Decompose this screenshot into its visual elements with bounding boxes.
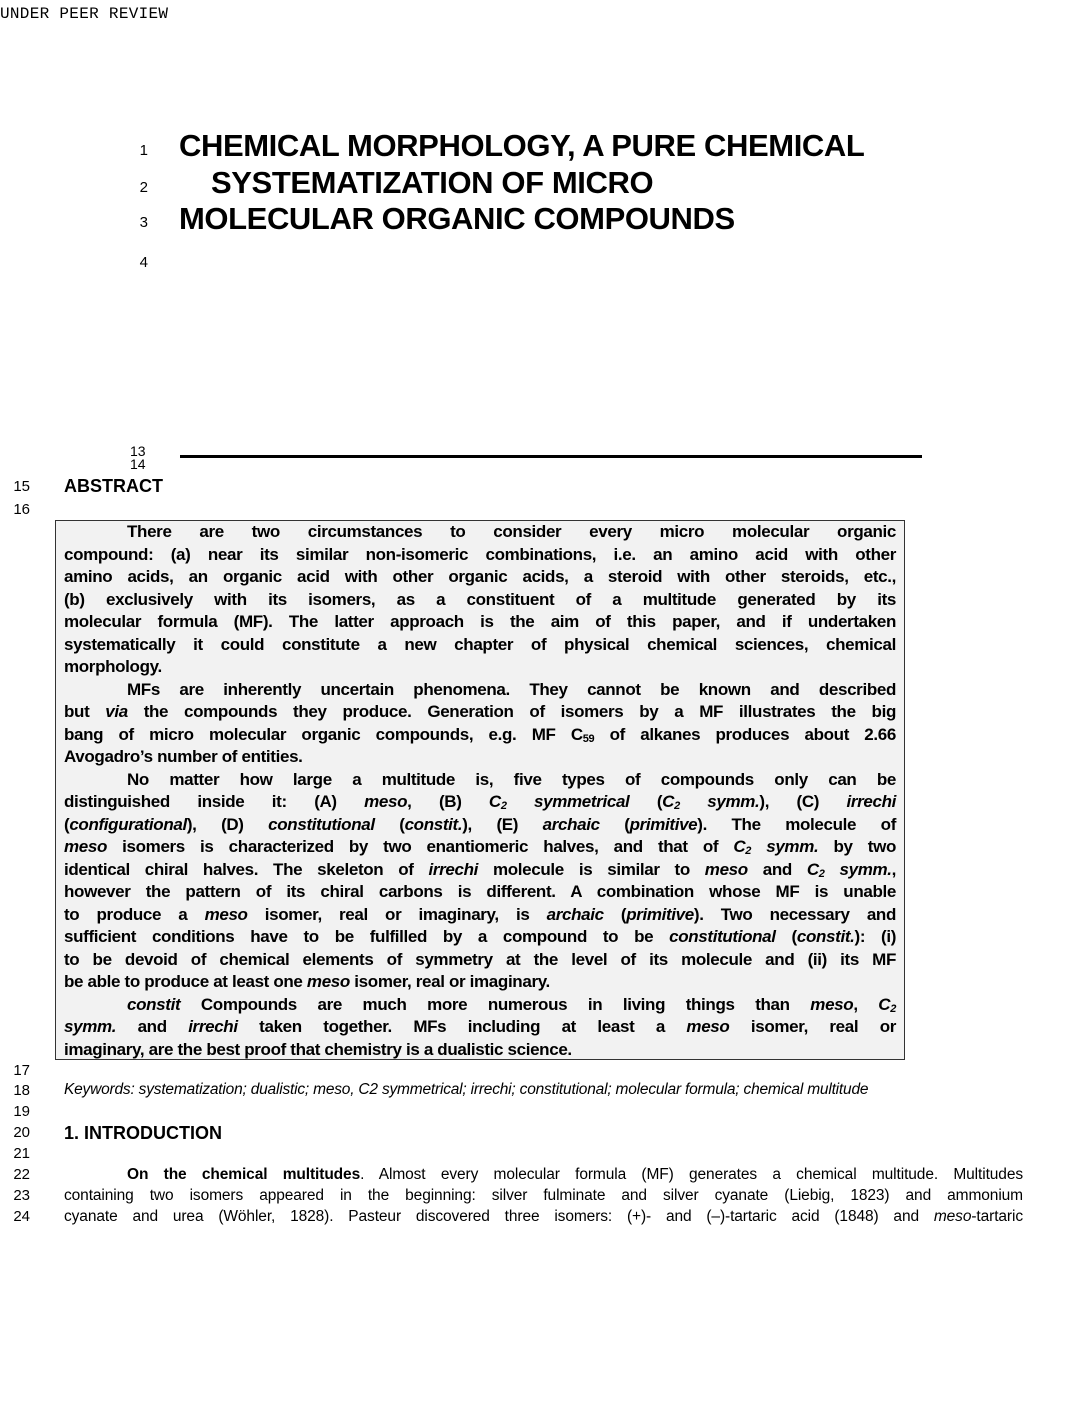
text-line bbox=[64, 746, 896, 768]
text-segment: ( bbox=[599, 814, 630, 834]
text-segment: meso bbox=[686, 1017, 730, 1036]
text-line bbox=[64, 836, 896, 858]
text-line bbox=[64, 589, 896, 611]
text-line bbox=[64, 724, 896, 746]
line-number: 15 bbox=[13, 478, 30, 495]
paper-title-line-2: SYSTEMATIZATION OF MICRO bbox=[211, 165, 654, 200]
line-number: 24 bbox=[13, 1208, 30, 1225]
abstract-heading: ABSTRACT bbox=[64, 476, 163, 496]
line-number: 21 bbox=[13, 1145, 30, 1162]
text-line bbox=[64, 904, 896, 926]
text-segment: meso bbox=[364, 792, 408, 811]
text-segment: containing two isomers appeared in the beginning: silver fulminate and silver cyanate (Liebig, 1823) and ammonium bbox=[64, 1187, 1023, 1204]
text-segment: symm. bbox=[64, 1017, 117, 1036]
text-segment: (b) exclusively with its isomers, as a constituent of a multitude generated by its bbox=[64, 589, 896, 609]
text-segment: primitive bbox=[626, 904, 694, 924]
line-number: 2 bbox=[139, 179, 148, 196]
text-segment: and bbox=[116, 1017, 189, 1036]
text-segment: constit. bbox=[796, 927, 855, 946]
text-segment: constitutional bbox=[669, 927, 776, 946]
text-segment: 2 bbox=[674, 800, 680, 812]
text-segment: constit bbox=[127, 994, 181, 1014]
text-line bbox=[64, 1207, 1023, 1227]
text-segment: , bbox=[853, 994, 879, 1014]
line-number: 13 bbox=[130, 443, 146, 459]
text-segment: but bbox=[64, 702, 106, 721]
text-segment: isomer, real or bbox=[729, 1017, 896, 1036]
text-line bbox=[64, 521, 896, 543]
text-segment: compound: (a) near its similar non-isomeric combinations, i.e. an amino acid with other bbox=[64, 544, 896, 564]
line-number: 14 bbox=[130, 456, 146, 472]
text-segment: There are two circumstances to consider every micro molecular organic bbox=[127, 522, 896, 541]
text-segment: meso bbox=[810, 994, 854, 1014]
text-segment: isomer, real or imaginary. bbox=[349, 972, 550, 991]
text-segment: ( bbox=[775, 927, 797, 946]
text-segment: isomers is characterized by two enantiomeric halves, and that of bbox=[107, 837, 734, 856]
text-segment: irrechi bbox=[188, 1017, 238, 1036]
text-segment: via bbox=[105, 702, 128, 721]
text-segment: configurational bbox=[69, 814, 187, 834]
text-segment: ( bbox=[603, 904, 627, 924]
text-segment: the compounds they produce. Generation of isomers by a MF illustrates the big bbox=[127, 702, 896, 721]
text-line bbox=[64, 544, 896, 566]
text-segment: ( bbox=[374, 814, 405, 834]
text-segment: MFs are inherently uncertain phenomena. They cannot be known and described bbox=[127, 679, 896, 699]
text-segment: morphology. bbox=[64, 657, 162, 676]
text-segment: meso bbox=[64, 837, 108, 856]
line-number: 18 bbox=[13, 1082, 30, 1099]
text-segment: however the pattern of its chiral carbons is different. A combination whose MF is unable bbox=[64, 882, 896, 901]
text-segment: 2 bbox=[745, 845, 752, 857]
text-segment: archaic bbox=[542, 814, 600, 834]
paper-title-line-1: CHEMICAL MORPHOLOGY, A PURE CHEMICAL bbox=[179, 128, 865, 163]
text-segment: 2 bbox=[818, 867, 825, 880]
text-segment: ): (i) bbox=[854, 927, 897, 946]
text-segment: to be devoid of chemical elements of symmetry at the level of its molecule and (ii) its MF bbox=[64, 949, 896, 969]
text-line bbox=[64, 791, 896, 813]
text-segment: molecule is similar to bbox=[478, 859, 705, 879]
text-segment: ), (C) bbox=[759, 792, 847, 811]
text-line bbox=[64, 881, 896, 903]
text-segment: primitive bbox=[629, 814, 698, 834]
line-number: 1 bbox=[139, 142, 148, 159]
text-line bbox=[64, 859, 896, 881]
text-segment: . Almost every molecular formula (MF) generates a chemical multitude. Multitudes bbox=[360, 1166, 1023, 1183]
text-line bbox=[64, 994, 896, 1016]
text-segment: to produce a bbox=[64, 904, 205, 924]
text-segment: irrechi bbox=[428, 859, 479, 879]
text-line bbox=[64, 634, 896, 656]
text-line bbox=[64, 1165, 1023, 1185]
text-segment: be able to produce at least one bbox=[64, 972, 307, 991]
text-line bbox=[64, 1186, 1023, 1206]
line-number: 4 bbox=[139, 254, 148, 271]
text-segment: , (B) bbox=[407, 792, 489, 811]
text-segment: systematically it could constitute a new chapter of physical chemical sciences, chemical bbox=[64, 634, 896, 654]
text-segment: C bbox=[733, 837, 746, 856]
text-segment: bang of micro molecular organic compounds, e.g. MF C bbox=[64, 724, 583, 744]
text-segment: of alkanes produces about 2.66 bbox=[594, 724, 896, 744]
text-line bbox=[64, 611, 896, 633]
text-segment: constitutional bbox=[268, 814, 375, 834]
text-segment: ( bbox=[64, 814, 70, 834]
text-segment: constit. bbox=[404, 814, 463, 834]
text-segment: amino acids, an organic acid with other organic acids, a steroid with other steroids, etc., bbox=[64, 567, 896, 586]
line-number: 20 bbox=[13, 1124, 30, 1141]
paper-title-line-3: MOLECULAR ORGANIC COMPOUNDS bbox=[179, 201, 735, 236]
text-segment: , bbox=[891, 859, 896, 879]
text-segment: Compounds are much more numerous in living things than bbox=[180, 994, 811, 1014]
text-segment: cyanate and urea (Wöhler, 1828). Pasteur discovered three isomers: (+)- and (–)-tartaric acid (1848) and bbox=[64, 1208, 934, 1225]
text-segment: meso bbox=[933, 1208, 972, 1225]
text-segment: symm. bbox=[751, 837, 819, 856]
text-segment: molecular formula (MF). The latter approach is the aim of this paper, and if undertaken bbox=[64, 612, 896, 631]
text-line bbox=[64, 1016, 896, 1038]
text-line bbox=[64, 971, 896, 993]
text-line bbox=[64, 1039, 896, 1061]
text-segment: sufficient conditions have to be fulfilled by a compound to be bbox=[64, 927, 670, 946]
text-segment: No matter how large a multitude is, five types of compounds only can be bbox=[127, 769, 896, 789]
text-segment: imaginary, are the best proof that chemistry is a dualistic science. bbox=[64, 1039, 572, 1059]
text-segment: ), (E) bbox=[462, 814, 543, 834]
review-header: UNDER PEER REVIEW bbox=[0, 5, 169, 23]
text-segment: isomer, real or imaginary, is bbox=[247, 904, 547, 924]
text-segment: On the chemical multitudes bbox=[127, 1166, 361, 1183]
text-segment: ( bbox=[629, 792, 663, 811]
text-segment: irrechi bbox=[846, 792, 897, 811]
line-number: 16 bbox=[13, 501, 30, 518]
text-segment: by two bbox=[818, 837, 896, 856]
line-number: 17 bbox=[13, 1062, 30, 1079]
text-segment: symm. bbox=[824, 859, 892, 879]
text-segment: C bbox=[662, 792, 675, 811]
text-segment: ). Two necessary and bbox=[693, 904, 896, 924]
text-line bbox=[64, 814, 896, 836]
keywords: Keywords: systematization; dualistic; meso, C2 symmetrical; irrechi; constitutional; molecular formula; chemical multitude bbox=[64, 1081, 869, 1098]
line-number: 22 bbox=[13, 1166, 30, 1183]
text-segment: Avogadro’s number of entities. bbox=[64, 747, 303, 766]
line-number: 23 bbox=[13, 1187, 30, 1204]
text-segment: symm. bbox=[679, 792, 760, 811]
line-number: 19 bbox=[13, 1103, 30, 1120]
text-line bbox=[64, 701, 896, 723]
text-segment: ), (D) bbox=[186, 814, 269, 834]
text-segment: and bbox=[747, 859, 807, 879]
text-segment: 2 bbox=[890, 1002, 897, 1015]
text-line bbox=[64, 949, 896, 971]
text-line bbox=[64, 769, 896, 791]
text-segment: taken together. MFs including at least a bbox=[237, 1017, 687, 1036]
text-segment: identical chiral halves. The skeleton of bbox=[64, 859, 429, 879]
text-segment: archaic bbox=[546, 904, 604, 924]
text-segment: 2 bbox=[500, 800, 507, 812]
text-segment: ). The molecule of bbox=[697, 814, 897, 834]
text-segment: -tartaric bbox=[971, 1208, 1023, 1225]
text-line bbox=[64, 656, 896, 678]
text-segment: meso bbox=[306, 972, 350, 991]
title-separator-rule bbox=[180, 455, 922, 458]
text-segment: 59 bbox=[582, 732, 595, 745]
text-segment: C bbox=[806, 859, 819, 879]
line-number: 3 bbox=[139, 214, 148, 231]
text-line bbox=[64, 566, 896, 588]
text-segment: meso bbox=[704, 859, 748, 879]
text-segment: C bbox=[878, 994, 891, 1014]
text-segment: C bbox=[488, 792, 501, 811]
text-segment: distinguished inside it: (A) bbox=[64, 792, 365, 811]
text-line bbox=[64, 926, 896, 948]
introduction-heading: 1. INTRODUCTION bbox=[64, 1123, 223, 1143]
text-segment: symmetrical bbox=[506, 792, 630, 811]
text-line bbox=[64, 679, 896, 701]
text-segment: meso bbox=[204, 904, 248, 924]
